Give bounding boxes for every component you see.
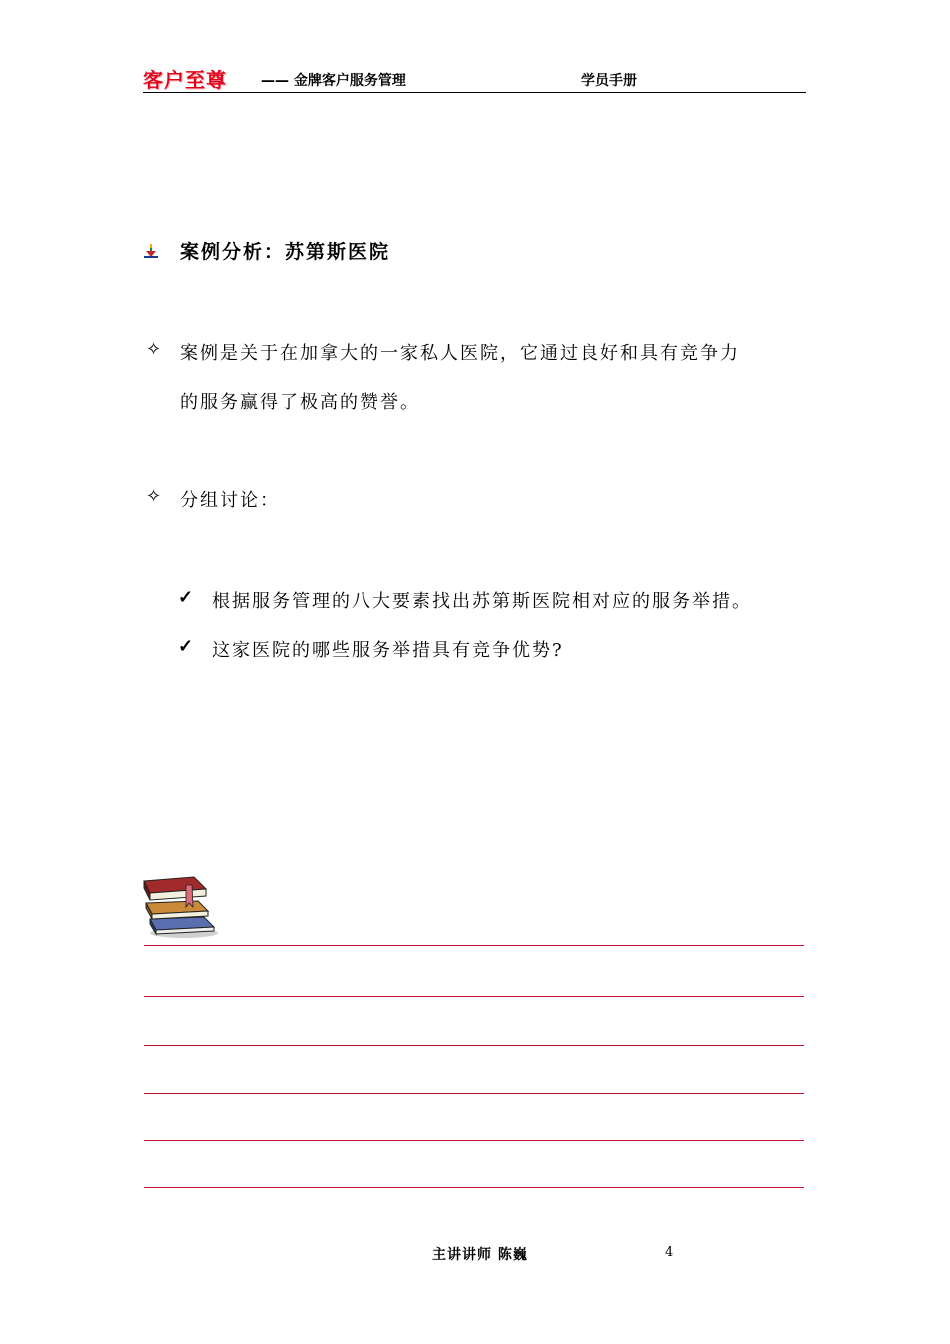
bullet-case-line2: 的服务赢得了极高的赞誉。 [180, 392, 420, 413]
check-item: 根据服务管理的八大要素找出苏第斯医院相对应的服务举措。 [212, 591, 752, 612]
checkmark-icon: ✓ [178, 587, 194, 608]
note-line [144, 945, 804, 946]
note-line [144, 1093, 804, 1094]
checkmark-icon: ✓ [178, 636, 194, 657]
bullet-case-line1: 案例是关于在加拿大的一家私人医院，它通过良好和具有竞争力 [180, 343, 740, 364]
four-point-star-icon: ✧ [146, 486, 162, 507]
four-point-star-icon: ✧ [146, 339, 162, 360]
handbook-label: 学员手册 [581, 73, 637, 89]
note-line [144, 1140, 804, 1141]
note-line [144, 1045, 804, 1046]
stacked-books-icon [142, 867, 222, 939]
multicolor-arrow-bullet-icon [143, 243, 159, 259]
note-line [144, 1187, 804, 1188]
bullet-discussion: 分组讨论： [180, 490, 280, 511]
brand-title: 客户至尊 [143, 68, 227, 92]
page-number: 4 [665, 1245, 674, 1260]
check-item: 这家医院的哪些服务举措具有竞争优势? [212, 640, 564, 661]
page-header [143, 62, 806, 93]
section-title: 案例分析：苏第斯医院 [180, 241, 391, 263]
note-line [144, 996, 804, 997]
lecturer-name: 主讲讲师 陈巍 [432, 1247, 528, 1263]
document-subtitle: —— 金牌客户服务管理 [261, 73, 406, 89]
